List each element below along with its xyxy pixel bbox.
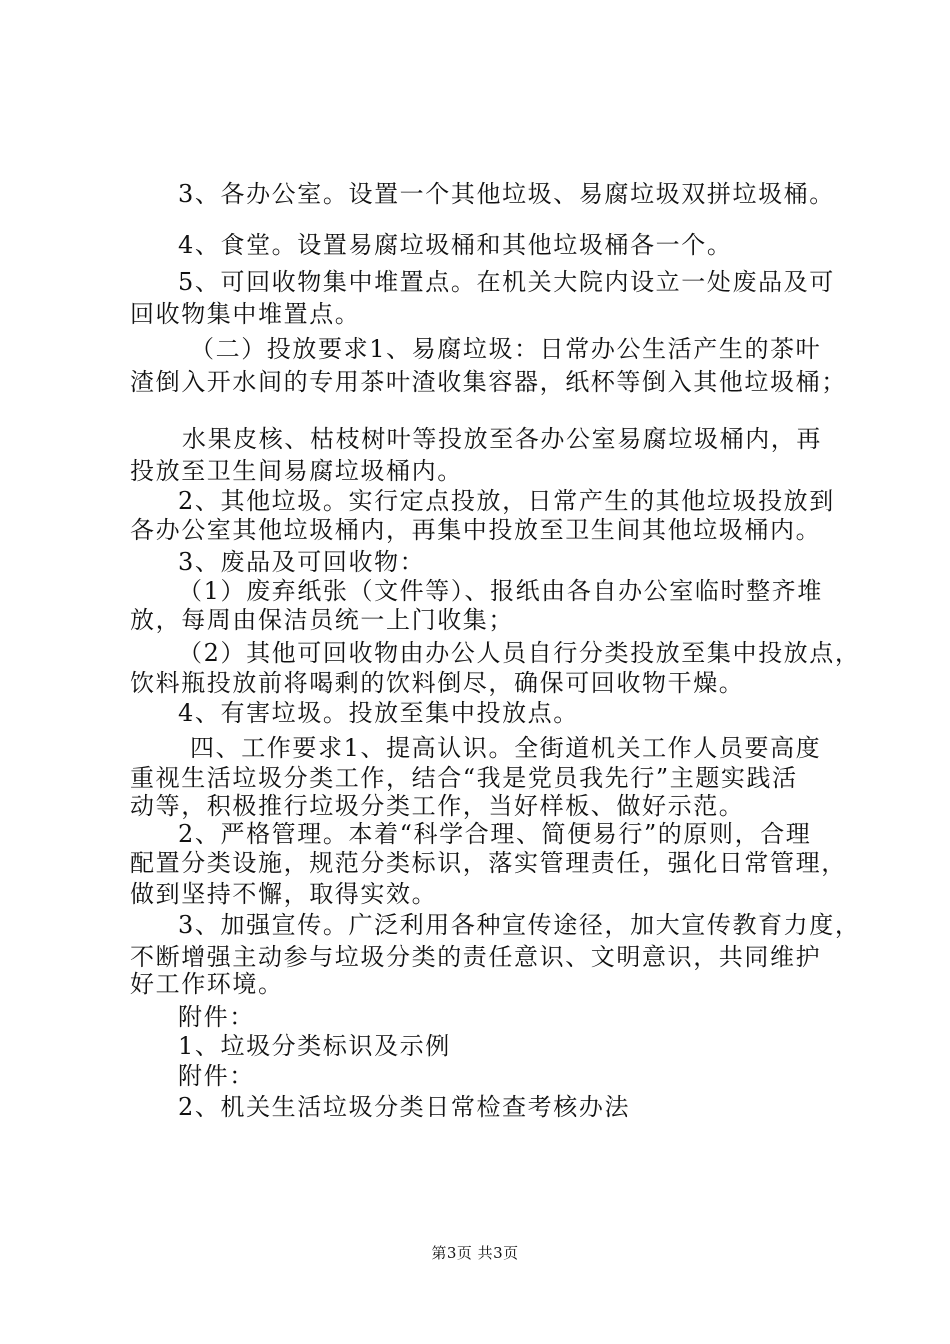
text-line: 各办公室其他垃圾桶内，再集中投放至卫生间其他垃圾桶内。 (130, 516, 822, 544)
text-line: 四、工作要求1、提高认识。全街道机关工作人员要高度 (190, 734, 822, 762)
text-line: 3、各办公室。设置一个其他垃圾、易腐垃圾双拼垃圾桶。 (178, 180, 835, 208)
text-line: 2、严格管理。本着“科学合理、简便易行”的原则，合理 (178, 820, 812, 848)
text-line: 好工作环境。 (130, 970, 284, 998)
text-line: 附件： (178, 1062, 255, 1090)
text-line: 饮料瓶投放前将喝剩的饮料倒尽，确保可回收物干燥。 (130, 669, 745, 697)
text-line: （2）其他可回收物由办公人员自行分类投放至集中投放点， (178, 639, 861, 667)
text-line: 4、有害垃圾。投放至集中投放点。 (178, 699, 579, 727)
text-line: 做到坚持不懈，取得实效。 (130, 880, 438, 908)
text-line: 2、机关生活垃圾分类日常检查考核办法 (178, 1093, 631, 1121)
text-line: 配置分类设施，规范分类标识，落实管理责任，强化日常管理， (130, 849, 847, 877)
text-line: 3、加强宣传。广泛利用各种宣传途径，加大宣传教育力度， (178, 911, 861, 939)
text-line: 不断增强主动参与垃圾分类的责任意识、文明意识，共同维护 (130, 943, 822, 971)
text-line: （1）废弃纸张（文件等）、报纸由各自办公室临时整齐堆 (178, 577, 823, 605)
text-line: 动等，积极推行垃圾分类工作，当好样板、做好示范。 (130, 792, 745, 820)
text-line: 重视生活垃圾分类工作，结合“我是党员我先行”主题实践活 (130, 764, 798, 792)
text-line: 2、其他垃圾。实行定点投放，日常产生的其他垃圾投放到 (178, 487, 835, 515)
text-line: 3、废品及可回收物： (178, 548, 426, 576)
text-line: 附件： (178, 1003, 255, 1031)
text-line: 放，每周由保洁员统一上门收集； (130, 606, 514, 634)
text-line: 4、食堂。设置易腐垃圾桶和其他垃圾桶各一个。 (178, 231, 733, 259)
page-footer: 第3页 共3页 (431, 1244, 519, 1262)
text-line: 5、可回收物集中堆置点。在机关大院内设立一处废品及可 (178, 268, 835, 296)
text-line: 1、垃圾分类标识及示例 (178, 1032, 451, 1060)
text-line: 水果皮核、枯枝树叶等投放至各办公室易腐垃圾桶内，再 (182, 425, 822, 453)
text-line: （二）投放要求1、易腐垃圾：日常办公生活产生的茶叶 (190, 335, 822, 363)
text-line: 渣倒入开水间的专用茶叶渣收集容器，纸杯等倒入其他垃圾桶； (130, 368, 847, 396)
text-line: 投放至卫生间易腐垃圾桶内。 (130, 457, 463, 485)
text-line: 回收物集中堆置点。 (130, 300, 361, 328)
